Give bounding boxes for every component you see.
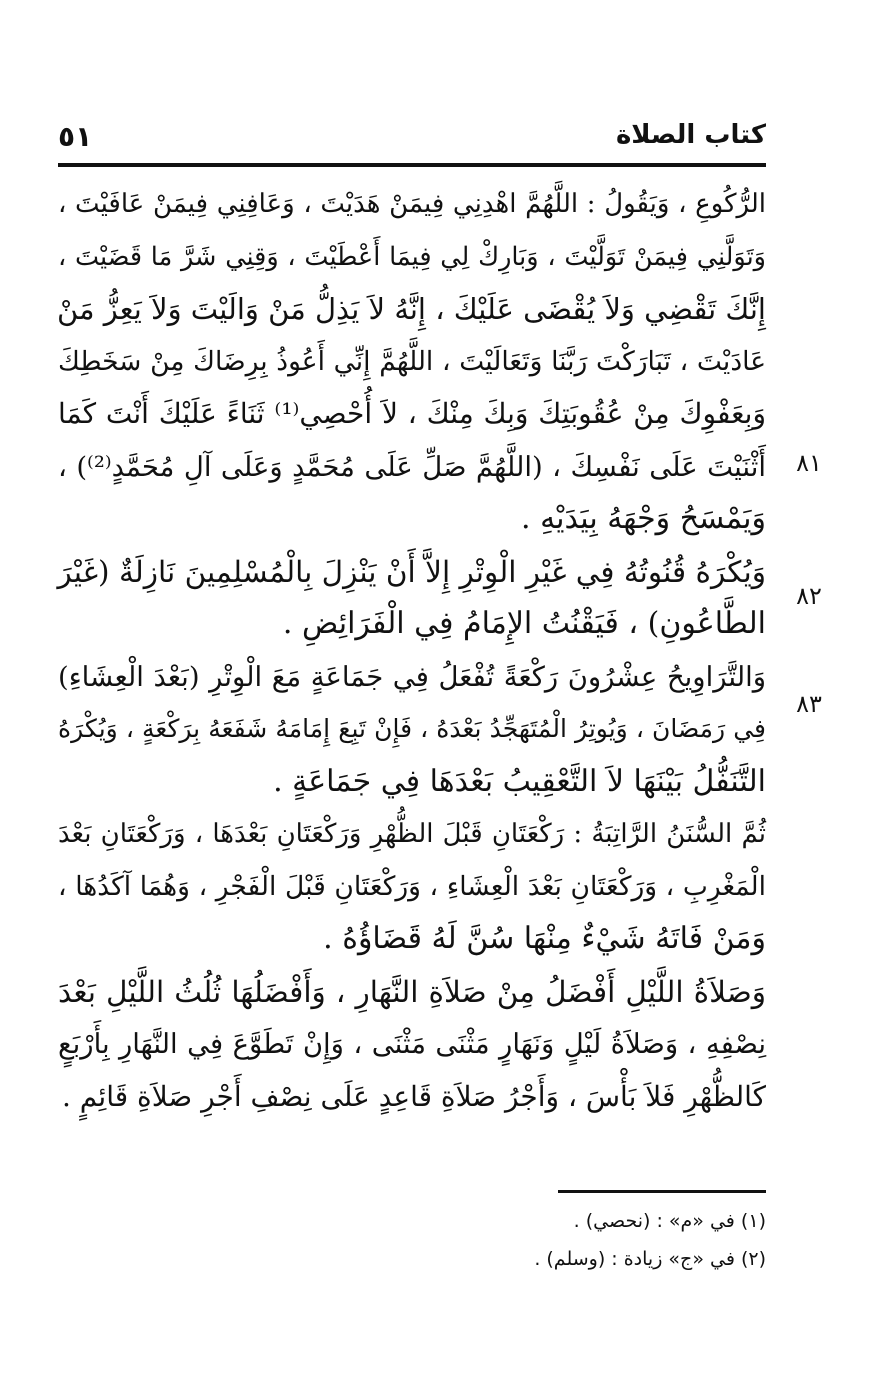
footnote-rule bbox=[558, 1190, 766, 1193]
book-title: كتاب الصلاة bbox=[615, 120, 766, 150]
text-line: وَصَلاَةُ اللَّيْلِ أَفْضَلُ مِنْ صَلاَةِ النَّهَارِ ، وَأَفْضَلُهَا ثُلُثُ اللَّيْلِ بَعْدَ bbox=[58, 974, 766, 1009]
main-text bbox=[58, 178, 766, 1123]
text-line: كَالظُّهْرِ فَلاَ بَأْسَ ، وَأَجْرُ صَلاَةِ قَاعِدٍ عَلَى نِصْفِ أَجْرِ صَلاَةِ قَائِمٍ . bbox=[62, 1079, 766, 1113]
text-line: الطَّاعُونِ) ، فَيَقْنُتُ الإِمَامُ فِي الْفَرَائِضِ . bbox=[282, 606, 766, 641]
page-number: ٥١ bbox=[58, 120, 93, 153]
text-line: عَادَيْتَ ، تَبَارَكْتَ رَبَّنَا وَتَعَالَيْتَ ، اللَّهُمَّ إِنِّي أَعُوذُ بِرِضَاكَ مِنْ سَخَطِكَ bbox=[58, 345, 766, 377]
footnote-2: (٢) في «ج» زيادة : (وسلم) . bbox=[534, 1248, 766, 1270]
margin-number-83: ٨٣ bbox=[796, 690, 822, 718]
text-line: الرُّكُوعِ ، وَيَقُولُ : اللَّهُمَّ اهْدِنِي فِيمَنْ هَدَيْتَ ، وَعَافِنِي فِيمَنْ عَافَيْتَ ، bbox=[58, 189, 766, 219]
text-line: وَالتَّرَاوِيحُ عِشْرُونَ رَكْعَةً تُفْعَلُ فِي جَمَاعَةٍ مَعَ الْوِتْرِ (بَعْدَ الْعِشَاءِ) bbox=[58, 660, 766, 693]
text-line: ثُمَّ السُّنَنُ الرَّاتِبَةُ : رَكْعَتَانِ قَبْلَ الظُّهْرِ وَرَكْعَتَانِ بَعْدَهَا ، وَرَكْعَتَانِ بَعْدَ bbox=[58, 819, 766, 849]
footnotes bbox=[300, 1202, 766, 1278]
text-line: إِنَّكَ تَقْضِي وَلاَ يُقْضَى عَلَيْكَ ، إِنَّهُ لاَ يَذِلُّ مَنْ وَالَيْتَ وَلاَ يَعِزُّ مَنْ bbox=[56, 292, 766, 326]
margin-number-82: ٨٢ bbox=[796, 582, 822, 610]
text-line: أَثْنَيْتَ عَلَى نَفْسِكَ ، (اللَّهُمَّ صَلِّ عَلَى مُحَمَّدٍ وَعَلَى آلِ مُحَمَّدٍ⁽²⁾) ، bbox=[58, 450, 766, 483]
margin-number-81: ٨١ bbox=[796, 449, 822, 477]
header-rule bbox=[58, 163, 766, 167]
text-line: نِصْفِهِ ، وَصَلاَةُ لَيْلٍ وَنَهَارٍ مَثْنَى مَثْنَى ، وَإِنْ تَطَوَّعَ فِي النَّهَارِ بِأَرْبَعٍ bbox=[58, 1028, 766, 1060]
text-line: التَّنَفُّلُ بَيْنَهَا لاَ التَّعْقِيبُ بَعْدَهَا فِي جَمَاعَةٍ . bbox=[273, 763, 766, 799]
text-line: وَيُكْرَهُ قُنُوتُهُ فِي غَيْرِ الْوِتْرِ إِلاَّ أَنْ يَنْزِلَ بِالْمُسْلِمِينَ نَازِلَةٌ (غَيْرَ bbox=[57, 554, 766, 589]
text-line: وَبِعَفْوِكَ مِنْ عُقُوبَتِكَ وَبِكَ مِنْكَ ، لاَ أُحْصِي⁽¹⁾ ثَنَاءً عَلَيْكَ أَنْتَ كَمَا bbox=[58, 397, 766, 430]
running-header bbox=[58, 108, 766, 160]
text-line: وَيَمْسَحُ وَجْهَهُ بِيَدَيْهِ . bbox=[521, 501, 766, 536]
text-line: وَتَوَلَّنِي فِيمَنْ تَوَلَّيْتَ ، وَبَارِكْ لِي فِيمَا أَعْطَيْتَ ، وَقِنِي شَرَّ مَا قَضَيْتَ ، bbox=[58, 241, 766, 272]
text-line: فِي رَمَضَانَ ، وَيُوتِرُ الْمُتَهَجِّدُ بَعْدَهُ ، فَإِنْ تَبِعَ إِمَامَهُ شَفَعَهُ بِرَكْعَةٍ ، وَيُكْرَهُ bbox=[58, 714, 766, 743]
text-line: الْمَغْرِبِ ، وَرَكْعَتَانِ بَعْدَ الْعِشَاءِ ، وَرَكْعَتَانِ قَبْلَ الْفَجْرِ ، وَهُمَا آكَدُهَا ، bbox=[58, 870, 766, 902]
footnote-1: (١) في «م» : (نحصي) . bbox=[573, 1210, 766, 1232]
text-line: وَمَنْ فَاتَهُ شَيْءٌ مِنْهَا سُنَّ لَهُ قَضَاؤُهُ . bbox=[323, 921, 766, 956]
